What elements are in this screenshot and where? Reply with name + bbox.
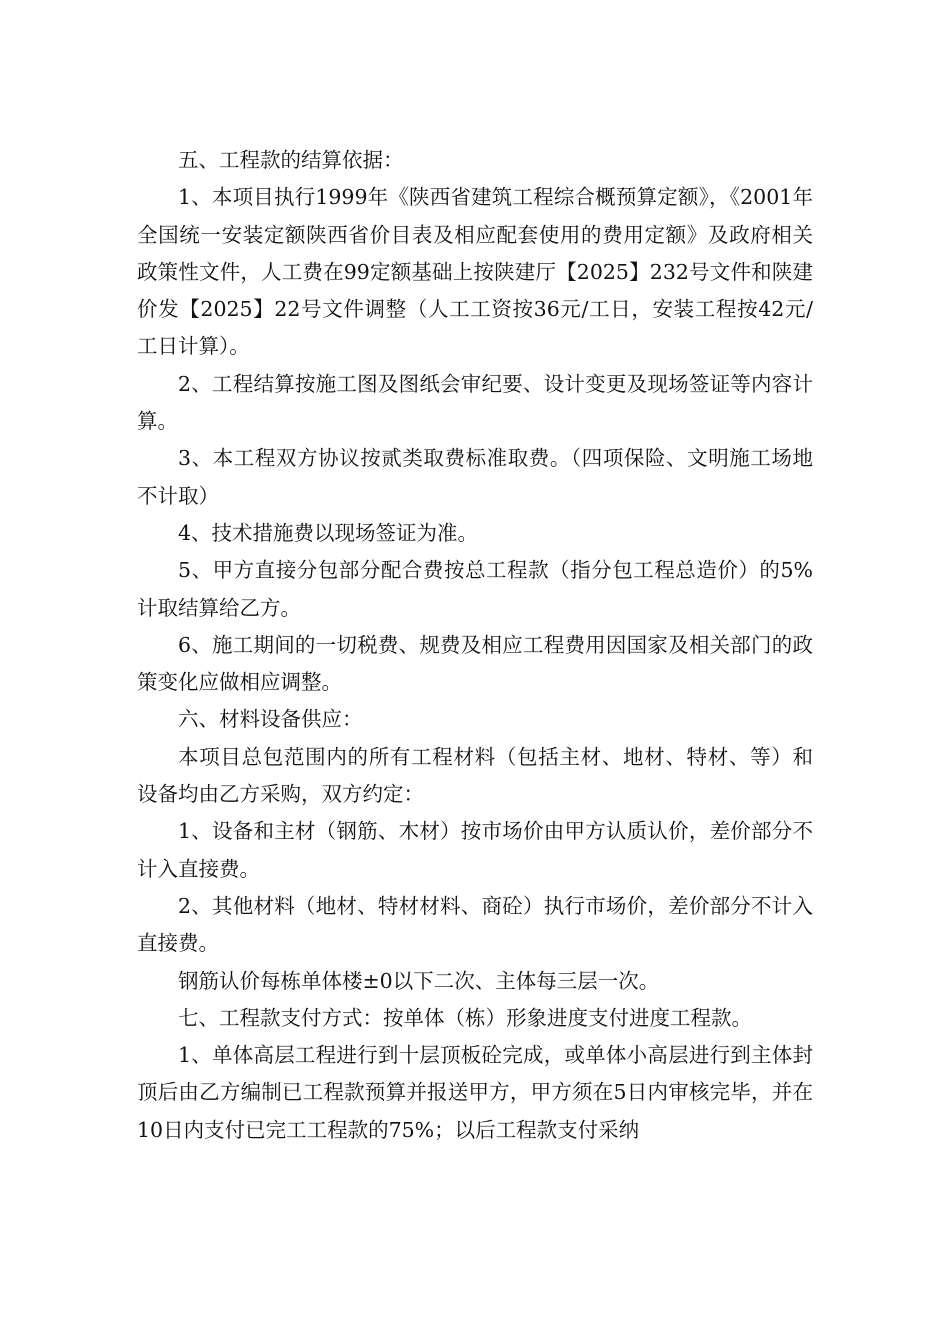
clause-technical-measures: 4、技术措施费以现场签证为准。 (178, 520, 479, 545)
clause-tax-adjustment: 6、施工期间的一切税费、规费及相应工程费用因国家及相关部门的政策变化应做相应调整。 (137, 632, 813, 695)
clause-fee-standard: 3、本工程双方协议按贰类取费标准取费。（四项保险、文明施工场地不计取） (137, 446, 813, 508)
clause-quota-basis: 1、本项目执行1999年《陕西省建筑工程综合概预算定额》，《2001年全国统一安装定额陕西省价目表及相应配套使用的费用定额》及政府相关政策性文件，人工费在99定额基础上按陕建厅【2025】232号文件和陕建价发【2025】22号文件调整（人工工资按36元/工日，安装工程按42元/工日计算）。 (137, 185, 813, 359)
clause-payment-progress: 1、单体高层工程进行到十层顶板砼完成，或单体小高层进行到主体封顶后由乙方编制已工程款预算并报送甲方，甲方须在5日内审核完毕，并在10日内支付已完工工程款的75%；以后工程款支付采纳 (137, 1043, 813, 1142)
clause-materials-scope: 本项目总包范围内的所有工程材料（包括主材、地材、特材、等）和设备均由乙方采购，双方约定： (137, 744, 813, 807)
document-body (137, 142, 813, 1149)
clause-subcontract-fee: 5、甲方直接分包部分配合费按总工程款（指分包工程总造价）的5%计取结算给乙方。 (137, 558, 813, 620)
clause-main-materials: 1、设备和主材（钢筋、木材）按市场价由甲方认质认价，差价部分不计入直接费。 (137, 819, 813, 881)
section-heading-payment: 七、工程款支付方式：按单体（栋）形象进度支付进度工程款。 (178, 1005, 752, 1030)
clause-rebar-pricing: 钢筋认价每栋单体楼±0以下二次、主体每三层一次。 (178, 968, 660, 993)
clause-other-materials: 2、其他材料（地材、特材材料、商砼）执行市场价，差价部分不计入直接费。 (137, 893, 813, 956)
section-heading-settlement-basis: 五、工程款的结算依据： (178, 148, 404, 172)
section-heading-materials: 六、材料设备供应： (178, 707, 363, 732)
clause-settlement-drawings: 2、工程结算按施工图及图纸会审纪要、设计变更及现场签证等内容计算。 (137, 371, 813, 434)
